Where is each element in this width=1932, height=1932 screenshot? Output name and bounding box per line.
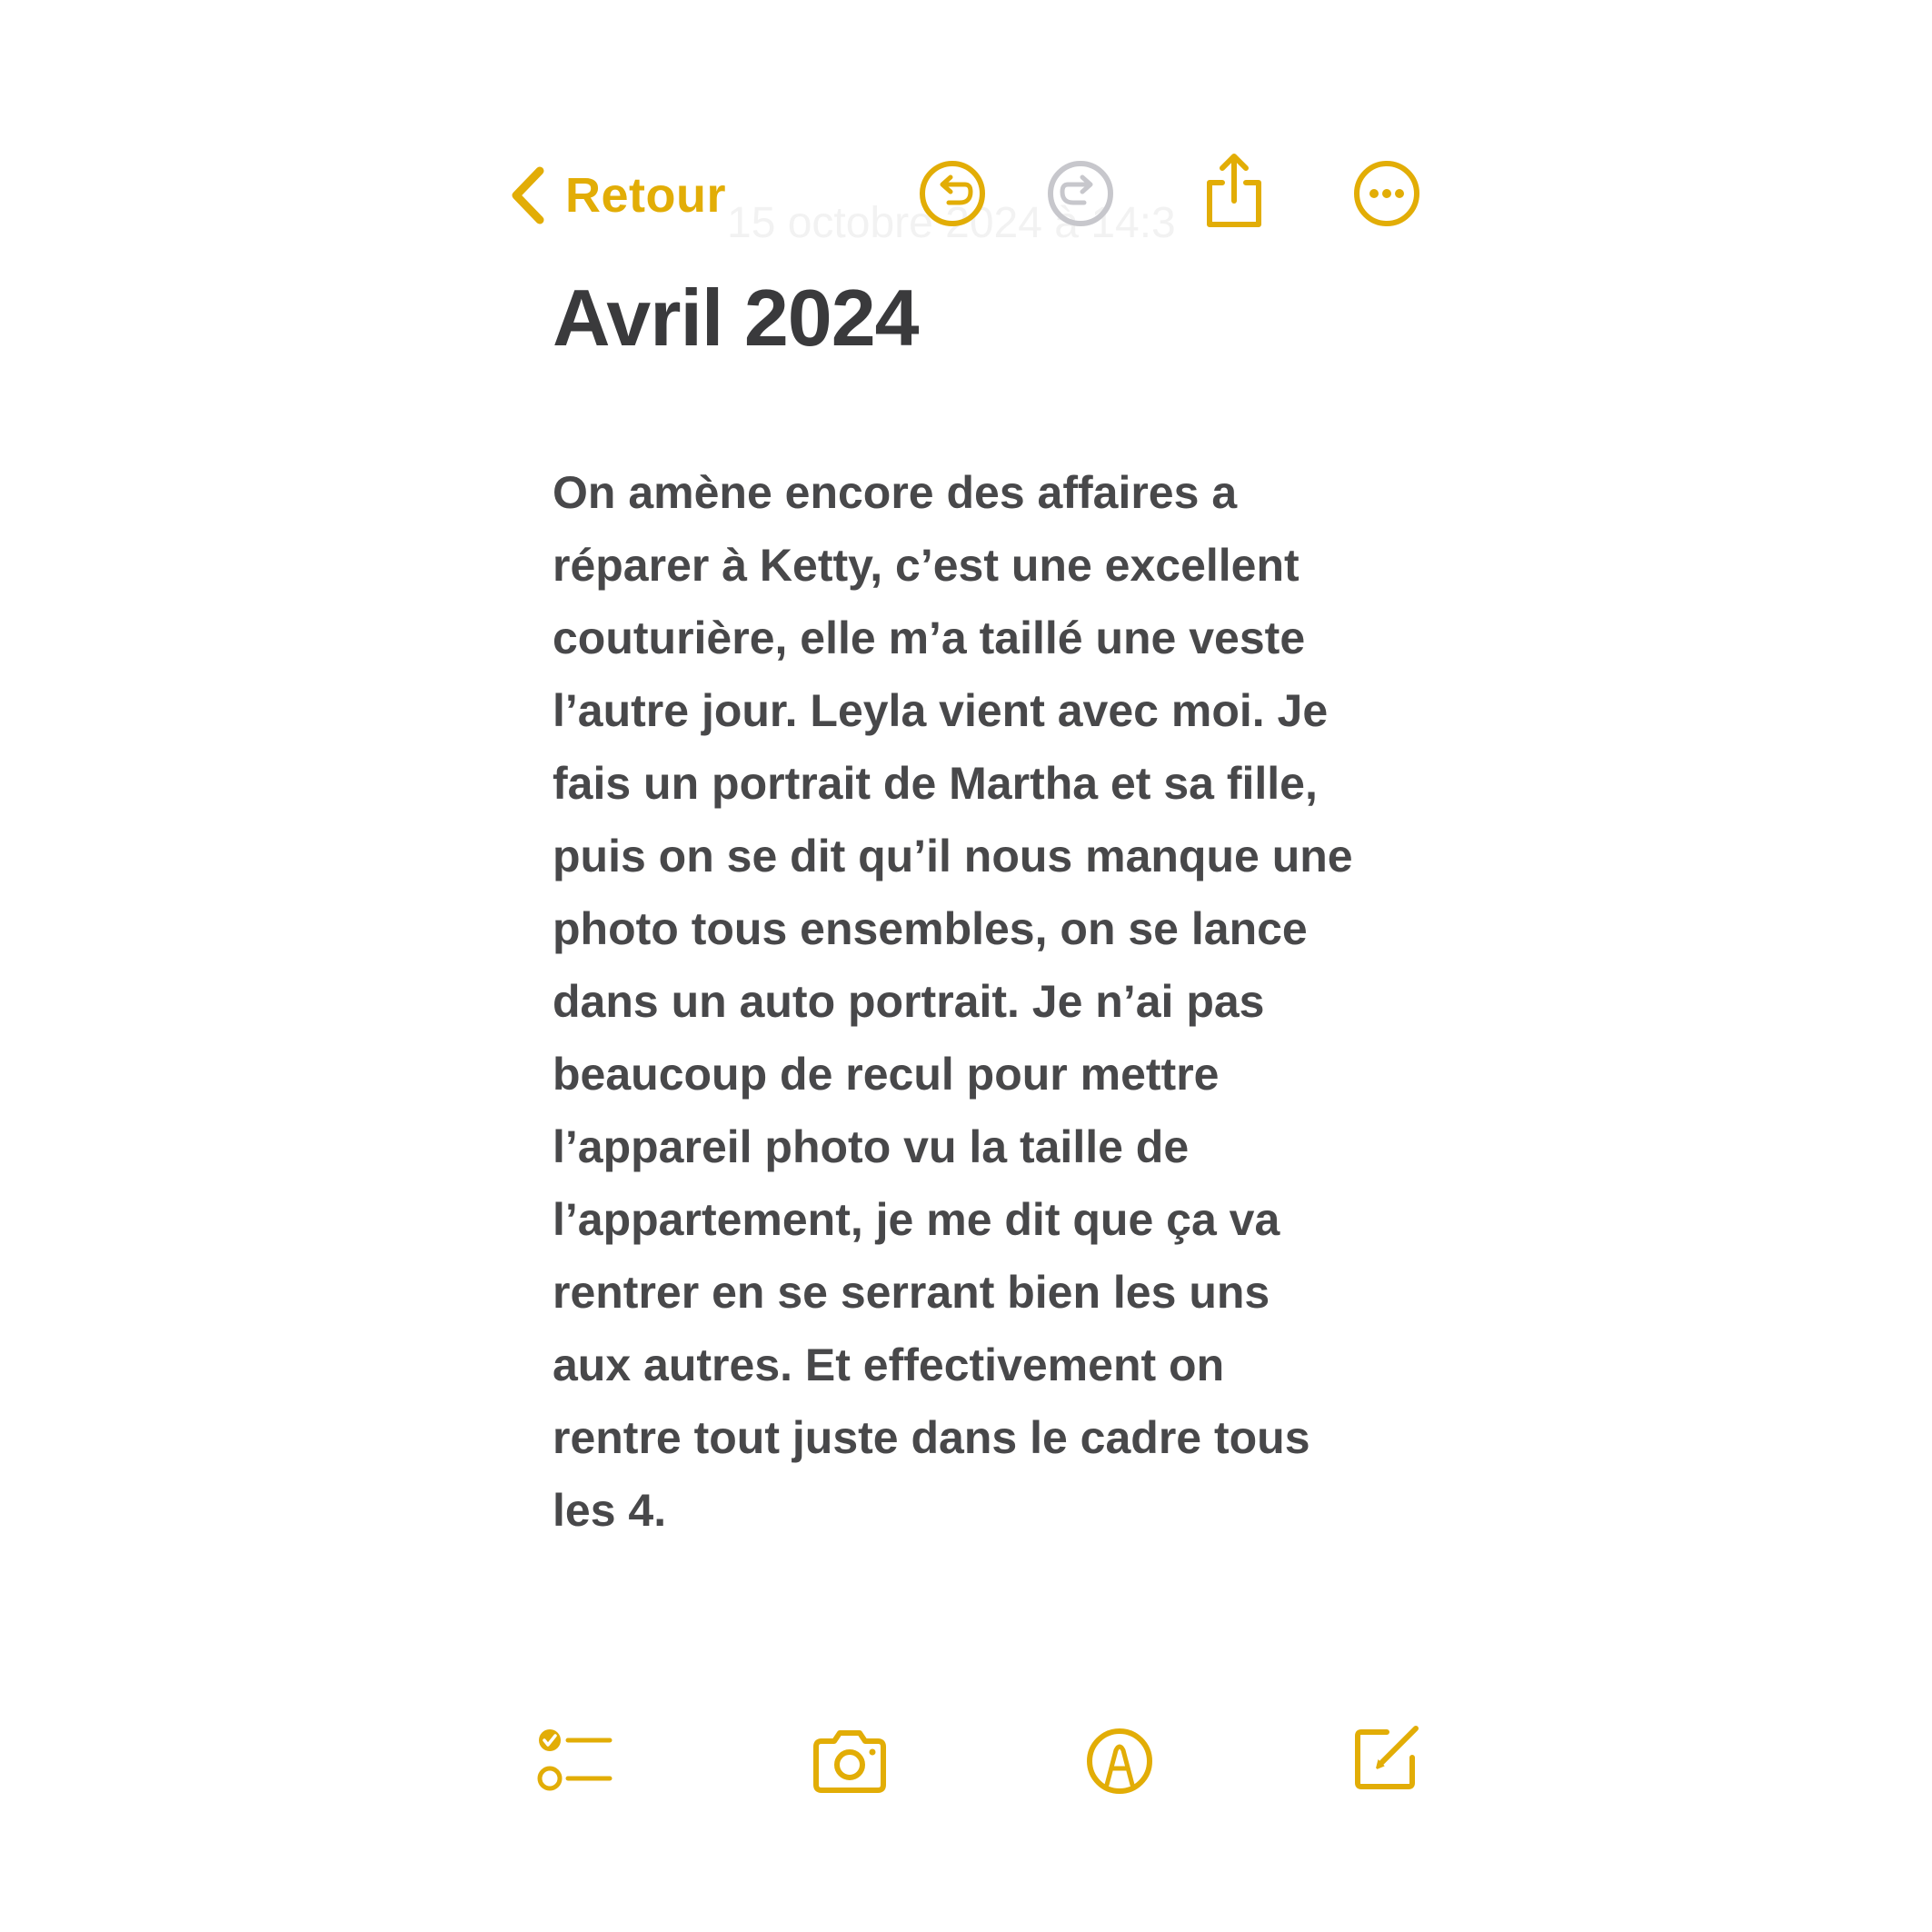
note-line: l’appareil photo vu la taille de	[553, 1121, 1190, 1172]
ellipsis-circle-icon	[1352, 159, 1421, 228]
back-button[interactable]	[509, 159, 726, 232]
note-line: couturière, elle m’a taillé une veste	[553, 612, 1306, 663]
note-line: réparer à Ketty, c’est une excellent	[553, 540, 1300, 591]
camera-icon	[809, 1728, 891, 1794]
note-line: l’autre jour. Leyla vient avec moi. Je	[553, 685, 1329, 736]
pen-tip-circle-icon	[1085, 1727, 1154, 1796]
compose-icon	[1350, 1721, 1423, 1794]
more-button[interactable]	[1350, 157, 1423, 230]
date-hint: 15 octobre 2024 à 14:3	[727, 199, 1176, 247]
note-line: puis on se dit qu’il nous manque une	[553, 831, 1353, 881]
chevron-left-icon	[509, 165, 545, 225]
undo-button[interactable]	[916, 157, 989, 230]
note-line: beaucoup de recul pour mettre	[553, 1049, 1220, 1100]
share-icon	[1202, 152, 1266, 230]
camera-button[interactable]	[809, 1725, 891, 1798]
note-line: rentrer en se serrant bien les uns	[553, 1267, 1270, 1318]
note-line: photo tous ensembles, on se lance	[553, 903, 1308, 954]
undo-icon	[918, 159, 987, 228]
share-button[interactable]	[1198, 154, 1270, 227]
note-line: On amène encore des affaires a	[553, 467, 1238, 518]
checklist-icon	[537, 1728, 613, 1795]
top-toolbar	[0, 0, 1932, 273]
note-line: aux autres. Et effectivement on	[553, 1339, 1225, 1390]
note-line: fais un portrait de Martha et sa fille,	[553, 758, 1318, 809]
checklist-button[interactable]	[534, 1725, 616, 1798]
note-line: l’appartement, je me dit que ça va	[553, 1194, 1280, 1245]
back-label: Retour	[565, 168, 726, 223]
note-title[interactable]: Avril 2024	[553, 273, 919, 363]
redo-button[interactable]	[1044, 157, 1117, 230]
note-line: rentre tout juste dans le cadre tous	[553, 1412, 1310, 1463]
note-line: les 4.	[553, 1485, 667, 1536]
markup-button[interactable]	[1083, 1725, 1156, 1798]
bottom-toolbar	[0, 1708, 1932, 1817]
compose-button[interactable]	[1350, 1721, 1423, 1794]
note-line: dans un auto portrait. Je n’ai pas	[553, 976, 1265, 1027]
redo-icon	[1046, 159, 1115, 228]
note-body[interactable]	[553, 456, 1425, 1547]
